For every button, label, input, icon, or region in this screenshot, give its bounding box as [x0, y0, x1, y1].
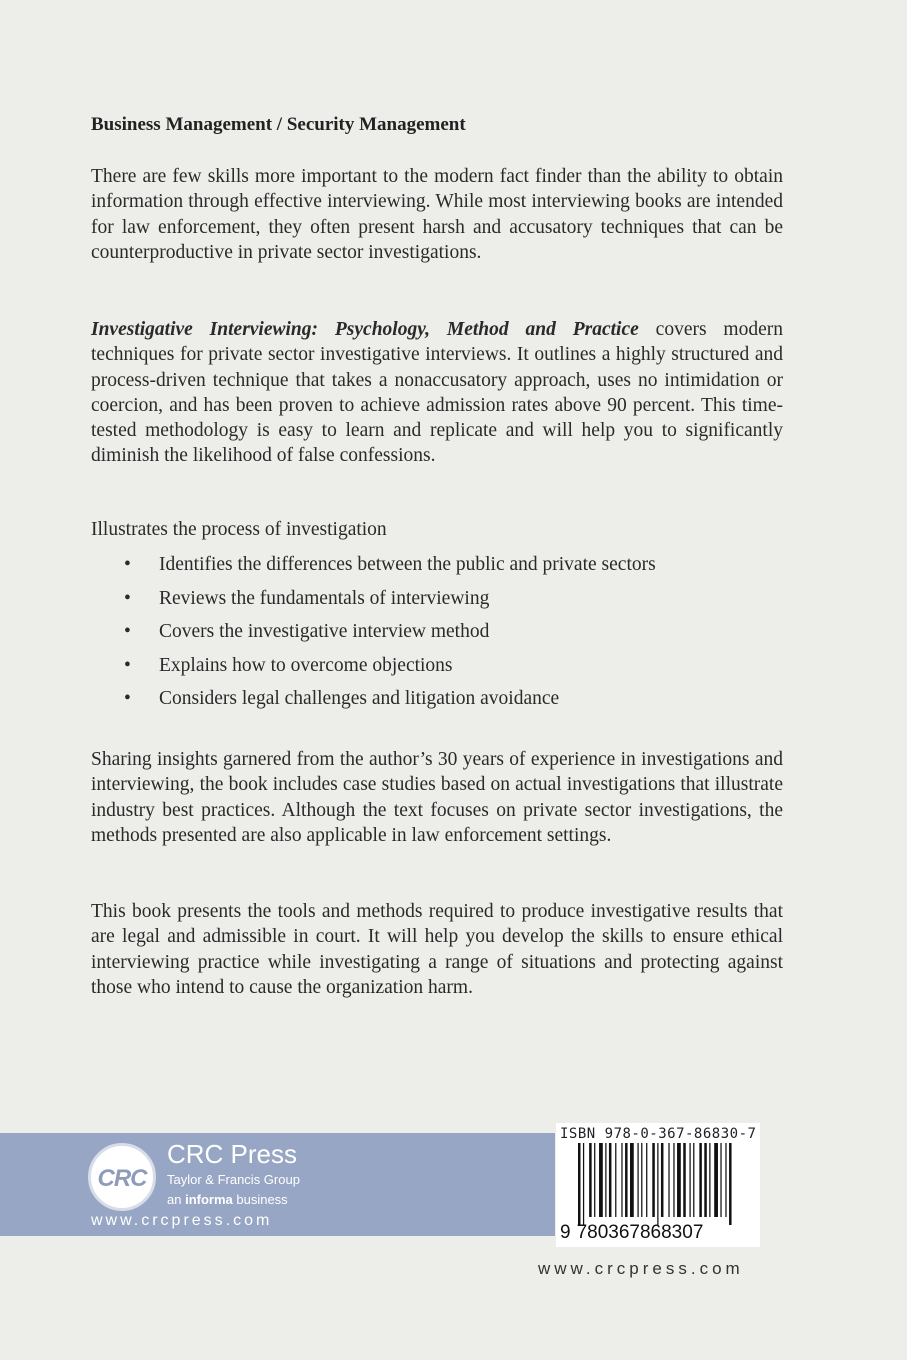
book-title: Investigative Interviewing: Psychology, Method and Practice — [91, 319, 639, 340]
category-heading: Business Management / Security Management — [91, 114, 466, 135]
barcode-bar — [615, 1143, 616, 1217]
feature-list — [120, 554, 656, 722]
barcode-bar — [661, 1143, 664, 1217]
barcode-bar — [625, 1143, 628, 1217]
description-paragraph-3: Sharing insights garnered from the author’s 30 years of experience in investigations and interviewing, the book includes case studies based on actual investigations that illustrate industry best practices. Although the text focuses on private sector investigations, the methods presented are also applicable in law enforcement settings. — [91, 749, 783, 846]
barcode-bar — [609, 1143, 612, 1217]
barcode-bar — [583, 1143, 584, 1225]
list-item: • Explains how to overcome objections — [124, 654, 453, 676]
barcode-bar — [704, 1143, 707, 1217]
barcode-bar — [589, 1143, 592, 1217]
publisher-group: Taylor & Francis Group — [167, 1172, 300, 1187]
list-item: • Considers legal challenges and litigation avoidance — [124, 688, 560, 709]
barcode-bar — [689, 1143, 690, 1217]
bullet-icon: • — [124, 688, 131, 709]
bullet-icon: • — [124, 621, 131, 642]
barcode-bar — [720, 1143, 721, 1217]
isbn-barcode — [556, 1123, 760, 1247]
barcode-bar — [637, 1143, 638, 1217]
isbn-label: ISBN 978-0-367-86830-7 — [560, 1126, 757, 1142]
barcode-bar — [683, 1143, 686, 1217]
bullet-icon: • — [124, 554, 131, 575]
barcode-bar — [725, 1143, 726, 1217]
barcode-bar — [594, 1143, 595, 1217]
barcode-digits: 9 780367868307 — [560, 1222, 704, 1243]
barcode-bar — [657, 1143, 658, 1225]
bullet-icon: • — [124, 654, 131, 676]
list-item: • Covers the investigative interview method — [124, 621, 490, 642]
description-paragraph-4: This book presents the tools and methods required to produce investigative results that are legal and admissible in court. It will help you develop the skills to ensure ethical interviewing practice while investigating a range of situations and protecting against those who intend to cause the organization harm. — [91, 901, 783, 998]
barcode-bar — [605, 1143, 606, 1217]
barcode-bar — [673, 1143, 674, 1217]
description-paragraph-1: There are few skills more important to the modern fact finder than the ability to obtain information through effective interviewing. While most interviewing books are intended for law enforcement, they often present harsh and accusatory techniques that can be counterproductive in private sector investigations. — [91, 166, 783, 263]
publisher-url: www.crcpress.com — [91, 1212, 273, 1229]
barcode-bar — [693, 1143, 694, 1217]
barcode-bar — [599, 1143, 603, 1217]
footer-url: www.crcpress.com — [538, 1259, 744, 1278]
barcode-bar — [709, 1143, 710, 1217]
barcode-bar — [578, 1143, 581, 1225]
barcode-bar — [646, 1143, 647, 1217]
features-intro: Illustrates the process of investigation — [91, 519, 387, 540]
publisher-tagline: an informa business — [167, 1192, 288, 1207]
barcode-bar — [668, 1143, 669, 1217]
barcode-bar — [677, 1143, 681, 1217]
bullet-icon: • — [124, 587, 131, 609]
barcode-bar — [652, 1143, 655, 1217]
barcode-bar — [621, 1143, 622, 1217]
publisher-name: CRC Press — [167, 1139, 298, 1169]
barcode-bar — [641, 1143, 642, 1217]
description-paragraph-2 — [91, 317, 783, 469]
barcode-bar — [714, 1143, 718, 1217]
crc-logo-icon: CRC — [88, 1143, 156, 1211]
list-item: • Reviews the fundamentals of interviewing — [124, 587, 490, 609]
barcode-bar — [699, 1143, 702, 1217]
list-item: • Identifies the differences between the public and private sectors — [124, 554, 656, 575]
barcode-bar — [729, 1143, 732, 1225]
paragraph-2-body: covers modern techniques for private sector investigative interviews. It outlines a highly structured and process-driven technique that takes a nonaccusatory approach, uses no intimidation or coercion, and has been proven to achieve admission rates above 90 percent. This time-tested methodology is easy to learn and replicate and will help you to significantly diminish the likelihood of false confessions. — [91, 319, 783, 467]
barcode-bar — [630, 1143, 634, 1217]
barcode-bars — [578, 1143, 756, 1225]
